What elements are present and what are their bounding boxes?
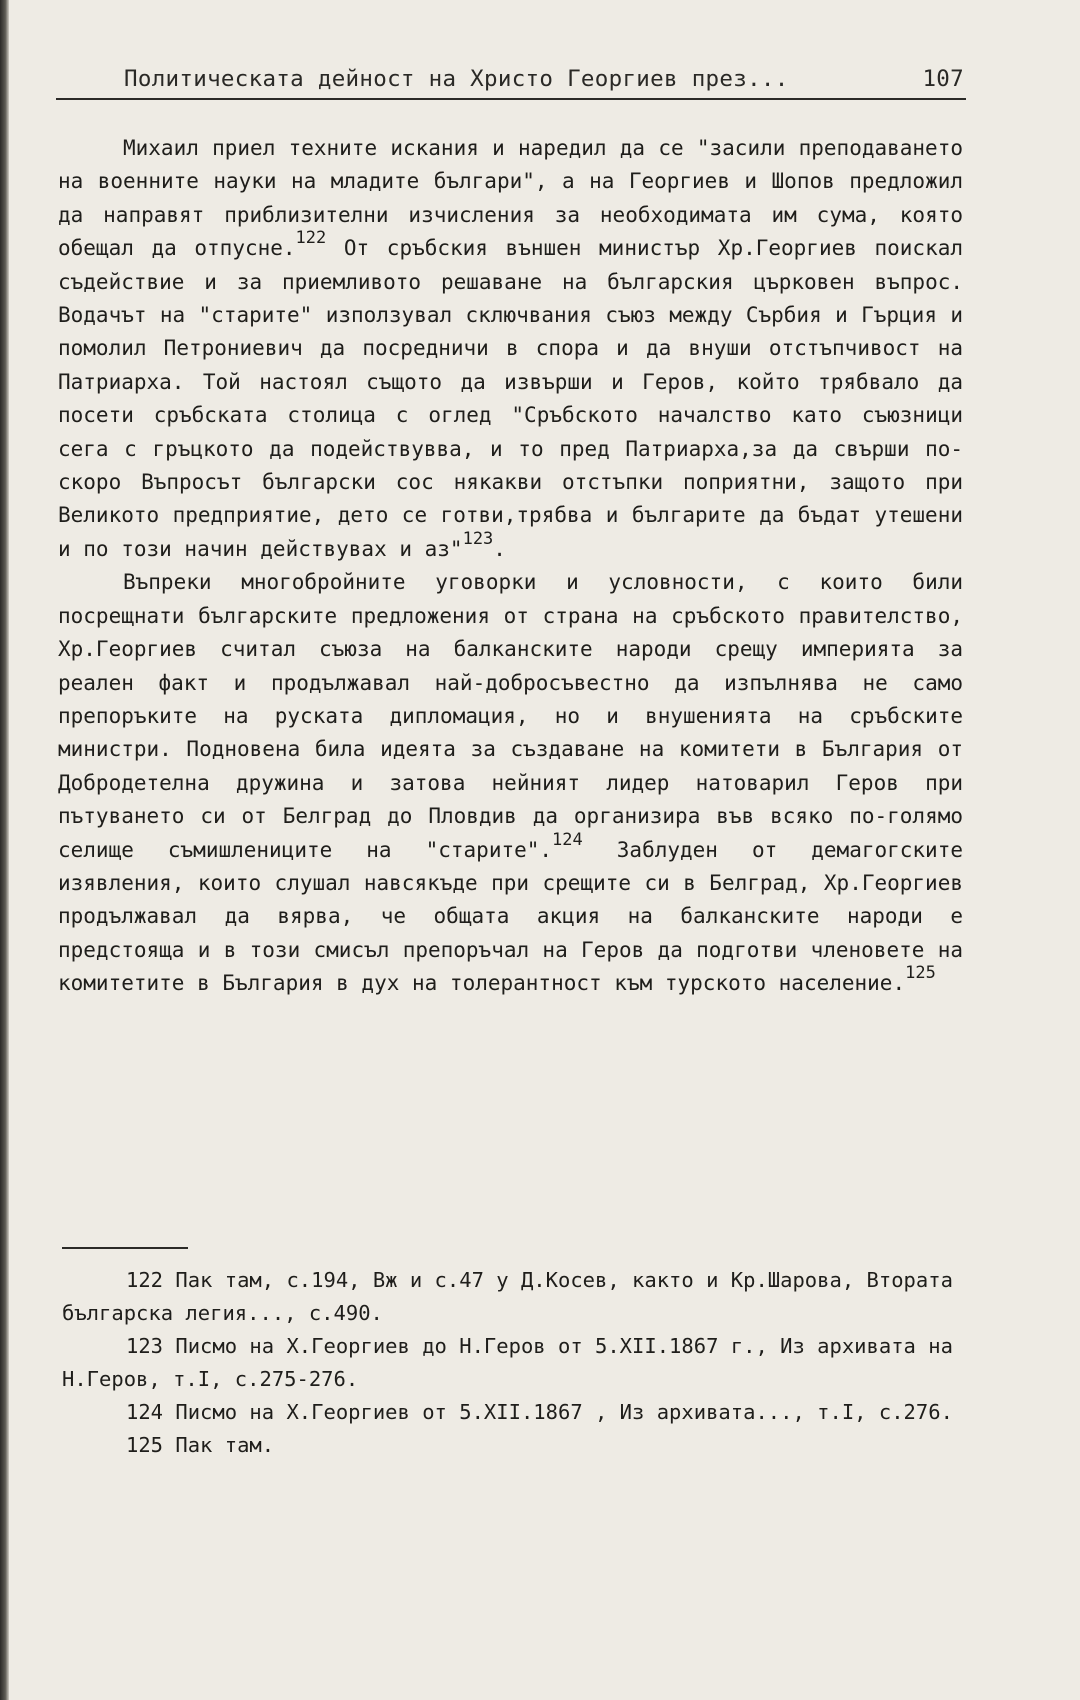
running-title: Политическата дейност на Христо Георгиев през... xyxy=(124,66,789,92)
paragraph-1-text-a: Михаил приел техните искания и наредил да се "засили преподаването на военните науки на младите българи", а на Георгиев и Шопов предложил да направят приблизителни изчисления за необходимата им сума, която обещал да отпусне. xyxy=(58,136,963,261)
page-header xyxy=(56,64,966,100)
footnote-125: 125 Пак там. xyxy=(126,1433,275,1457)
main-text xyxy=(58,132,963,1001)
page-number: 107 xyxy=(922,66,964,92)
book-spine-shadow xyxy=(0,0,9,1700)
paragraph-2 xyxy=(58,566,963,1000)
footnote-ref-123: 123 xyxy=(462,528,494,549)
paragraph-2-text-a: Въпреки многобройните уговорки и условности, с които били посрещнати българските предложения от страна на сръбското правителство, Хр.Георгиев считал съюза на балканските народи срещу империята за реален факт и продължавал най-добросъвестно да изпълнява не само препоръките на руската дипломация, но и внушенията на сръбските министри. Подновена била идеята за създаване на комитети в България от Добродетелна дружина и затова нейният лидер натоварил Геров при пътуването си от Белград до Пловдив да организира във всяко по-голямо селище съмишлениците на "старите". xyxy=(58,570,963,862)
paragraph-2-text-b: Заблуден от демагогските изявления, които слушал навсякъде при срещите си в Белград, Хр.Георгиев продължавал да вярва, че общата акция на балканските народи е предстояща и в този смисъл препоръчал на Геров да подготви членовете на комитетите в България в дух на толерантност към турското население. xyxy=(58,837,963,996)
footnote-ref-122: 122 xyxy=(295,228,327,249)
footnotes xyxy=(62,1264,967,1462)
footnote-ref-124: 124 xyxy=(552,829,583,850)
footnote-122: 122 Пак там, с.194, Вж и с.47 у Д.Косев, както и Кр.Шарова, Втората българска легия..., с.490. xyxy=(62,1268,953,1325)
footnote-separator xyxy=(62,1247,188,1249)
footnote-124: 124 Писмо на Х.Георгиев от 5.XII.1867 , Из архивата..., т.I, с.276. xyxy=(126,1400,953,1424)
footnote-ref-125: 125 xyxy=(905,963,936,984)
footnote-123: 123 Писмо на Х.Георгиев до Н.Геров от 5.XII.1867 г., Из архивата на Н.Геров, т.I, с.275-276. xyxy=(62,1334,953,1391)
paragraph-1 xyxy=(58,132,963,566)
paragraph-1-text-c: . xyxy=(493,536,506,561)
paragraph-1-text-b: От сръбския външен министър Хр.Георгиев поискал съдействие и за приемливото решаване на българския църковен въпрос. Водачът на "старите" използувал сключвания съюз между Сърбия и Гърция и помолил Петрониевич да посредничи в спора и да внуши отстъпчивост на Патриарха. Той настоял същото да извърши и Геров, който трябвало да посети сръбската столица с оглед "Сръбското началство като съюзници сега с гръцкото да подействувва, и то пред Патриарха,за да свърши по-скоро Въпросът български сос някакви отстъпки поприятни, защото при Великото предприятие, дето се готви,трябва и българите да бъдат утешени и по този начин действувах и аз" xyxy=(58,236,964,561)
